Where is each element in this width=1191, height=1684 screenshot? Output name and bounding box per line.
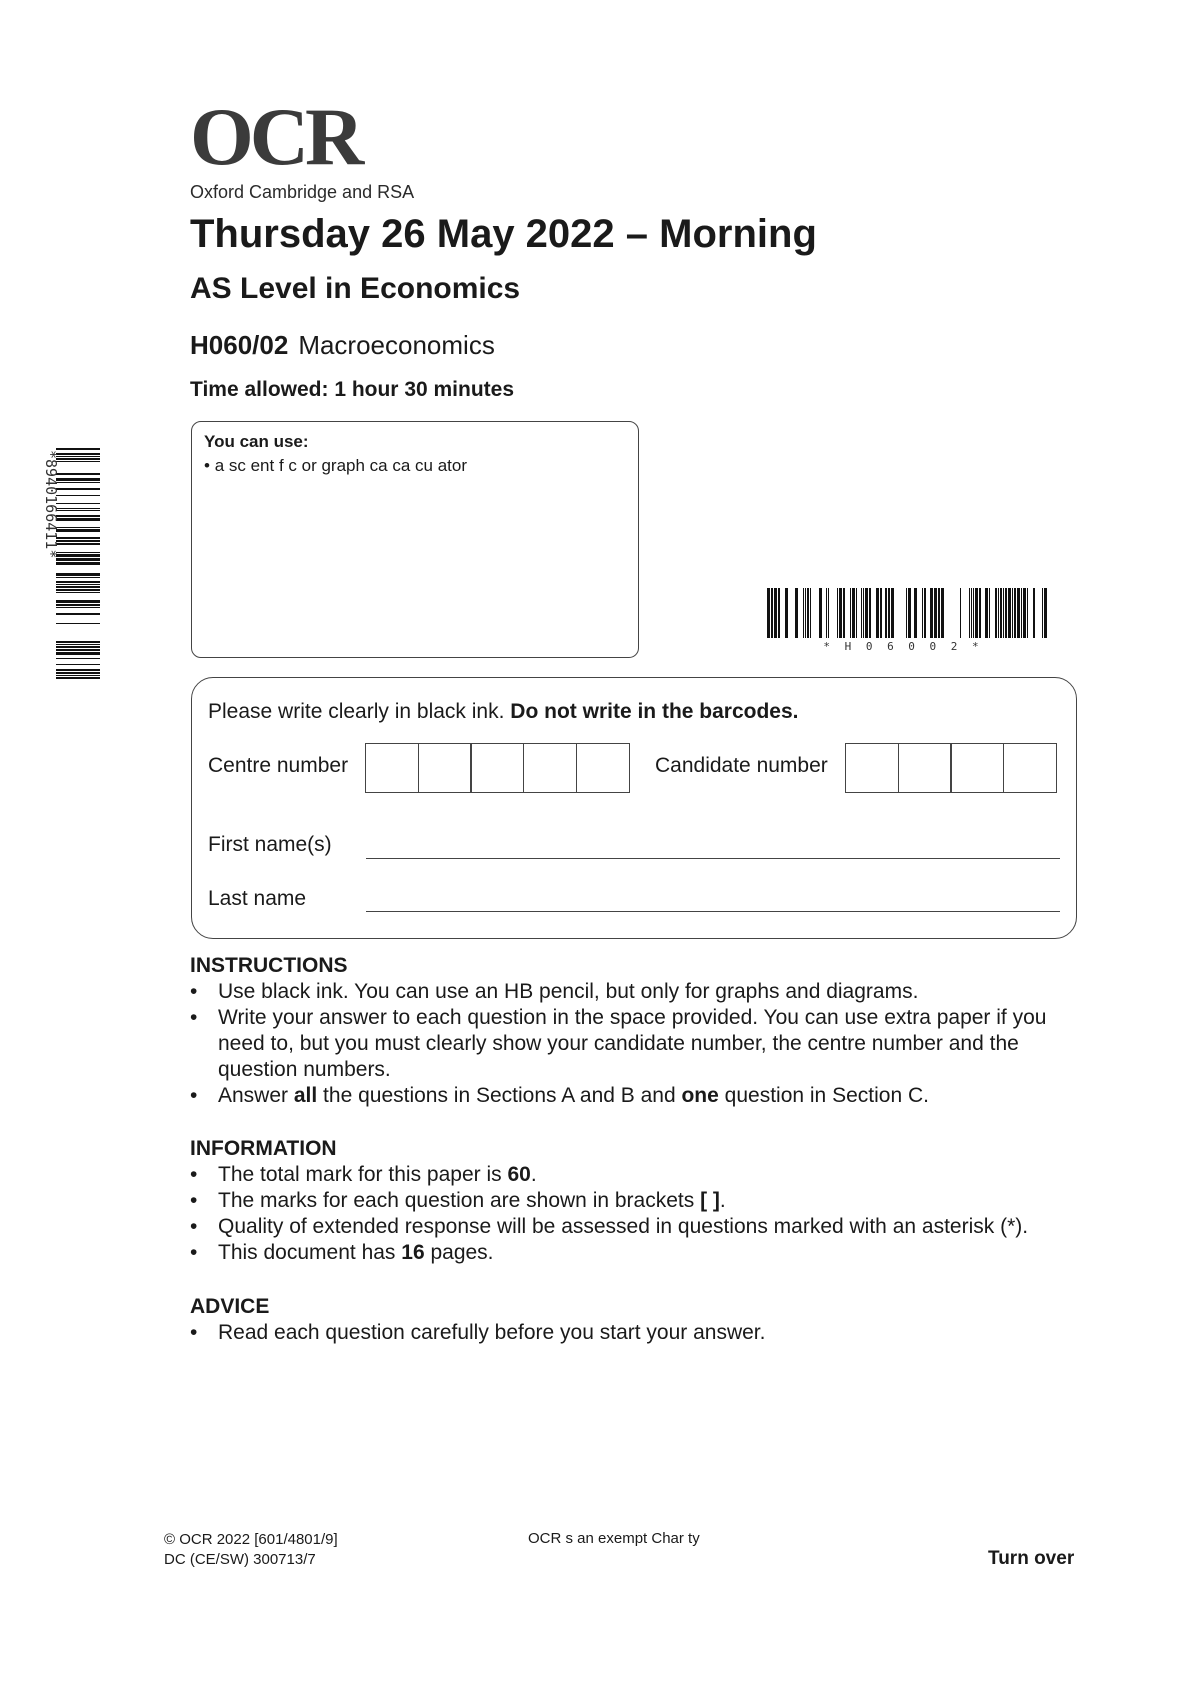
- last-name-label: Last name: [208, 887, 307, 910]
- barcode-bar: [56, 473, 100, 475]
- paper-code: H060/02: [190, 330, 289, 360]
- candidate-number-digit-box[interactable]: [950, 743, 1004, 793]
- barcode-bar: [56, 669, 100, 671]
- paper-code-line: [190, 330, 495, 361]
- barcode-bar: [1000, 588, 1002, 638]
- barcode-bar: [924, 588, 926, 638]
- barcode-bar: [971, 588, 972, 638]
- barcode-bar: [1023, 588, 1026, 638]
- candidate-number-digit-box[interactable]: [1003, 743, 1057, 793]
- candidate-number-label: Candidate number: [655, 754, 828, 777]
- barcode-bar: [938, 588, 940, 638]
- barcode-bar: [826, 588, 827, 638]
- barcode-bar: [828, 588, 829, 638]
- barcode-bar: [778, 588, 780, 638]
- allowed-equipment-box: [191, 421, 639, 658]
- list-item: • Use black ink. You can use an HB pencil, but only for graphs and diagrams.: [190, 979, 1090, 1005]
- last-name-field[interactable]: [366, 911, 1060, 912]
- barcode-bar: [56, 562, 100, 565]
- barcode-bar: [56, 646, 100, 648]
- candidate-number-boxes: [846, 743, 1057, 793]
- barcode-bar: [56, 508, 100, 509]
- barcode-bar: [865, 588, 868, 638]
- ink-instruction-text: Please write clearly in black ink.: [208, 700, 511, 723]
- centre-number-boxes: [366, 743, 630, 793]
- barcode-bar: [852, 588, 855, 638]
- allowed-equipment-text: a sc ent f c or graph ca ca cu ator: [214, 456, 467, 475]
- barcode-bar: [56, 600, 100, 603]
- barcode-bar: [888, 588, 890, 638]
- barcode-bar: [56, 461, 100, 462]
- paper-barcode-text: * H 0 6 0 0 2 *: [823, 640, 983, 652]
- barcode-bar: [885, 588, 887, 638]
- ocr-logo: [190, 91, 440, 203]
- paper-name: Macroeconomics: [298, 330, 495, 360]
- barcode-bar: [1003, 588, 1004, 638]
- barcode-bar: [985, 588, 988, 638]
- list-item: • The total mark for this paper is 60.: [190, 1162, 1090, 1188]
- copyright-text: © OCR 2022 [601/4801/9]: [164, 1531, 338, 1548]
- logo-subtitle: Oxford Cambridge and RSA: [190, 182, 415, 202]
- barcode-bar: [56, 607, 100, 608]
- barcode-bar: [869, 588, 871, 638]
- barcode-bar: [1042, 588, 1043, 638]
- barcode-bar: [56, 453, 100, 455]
- barcode-bar: [805, 588, 806, 638]
- barcode-bar: [56, 577, 100, 578]
- barcode-bar: [56, 675, 100, 676]
- barcode-bar: [922, 588, 923, 638]
- barcode-bar: [856, 588, 857, 638]
- barcode-bar: [863, 588, 864, 638]
- barcode-bar: [1012, 588, 1013, 638]
- barcode-bar: [56, 540, 100, 542]
- barcode-bar: [767, 588, 770, 638]
- exam-date-title: Thursday 26 May 2022 – Morning: [190, 212, 817, 256]
- barcode-bar: [995, 588, 997, 638]
- barcode-bar: [785, 588, 788, 638]
- centre-number-digit-box[interactable]: [470, 743, 524, 793]
- side-barcode-text: *8940166411*: [42, 450, 60, 559]
- barcode-bar: [906, 588, 907, 638]
- side-barcode: [40, 448, 100, 680]
- barcode-bar: [941, 588, 944, 638]
- charity-notice: OCR s an exempt Char ty: [528, 1530, 700, 1547]
- barcode-bar: [914, 588, 917, 638]
- barcode-bar: [56, 573, 100, 576]
- allowed-equipment-heading: You can use:: [204, 432, 309, 451]
- centre-number-digit-box[interactable]: [365, 743, 419, 793]
- barcode-bar: [56, 586, 100, 588]
- barcode-bar: [876, 588, 879, 638]
- barcode-bar: [989, 588, 990, 638]
- barcode-bar: [56, 592, 100, 593]
- barcode-bar: [803, 588, 804, 638]
- candidate-number-digit-box[interactable]: [845, 743, 899, 793]
- first-name-field[interactable]: [366, 858, 1060, 859]
- first-name-label: First name(s): [208, 833, 332, 856]
- barcode-bar: [56, 664, 100, 665]
- centre-number-label: Centre number: [208, 754, 349, 777]
- barcode-bar: [56, 644, 100, 645]
- barcode-bar: [960, 588, 961, 638]
- barcode-bar: [979, 588, 981, 638]
- paper-barcode: [758, 588, 1048, 652]
- barcode-bar: [1027, 588, 1028, 638]
- barcode-bar: [56, 458, 100, 460]
- centre-number-digit-box[interactable]: [523, 743, 577, 793]
- barcode-bar: [1014, 588, 1016, 638]
- barcode-bar: [56, 543, 100, 545]
- barcode-bar: [839, 588, 842, 638]
- advice-heading: ADVICE: [190, 1295, 270, 1318]
- candidate-details-box: [191, 677, 1077, 939]
- barcode-bar: [56, 641, 100, 643]
- barcode-bar: [810, 588, 811, 638]
- barcode-bar: [56, 456, 100, 457]
- barcode-bar: [843, 588, 845, 638]
- qualification-level: AS Level in Economics: [190, 272, 521, 305]
- barcode-bar: [56, 584, 100, 585]
- barcode-bar: [908, 588, 911, 638]
- turn-over-label: Turn over: [988, 1548, 1075, 1569]
- barcode-bar: [861, 588, 862, 638]
- information-section: [190, 1136, 1090, 1266]
- barcode-bar: [930, 588, 933, 638]
- centre-number-digit-box[interactable]: [576, 743, 630, 793]
- advice-section: [190, 1294, 1090, 1346]
- advice-list: [190, 1320, 1090, 1346]
- barcode-bar: [56, 482, 100, 483]
- barcode-bar: [56, 652, 100, 655]
- barcode-bar: [56, 554, 100, 557]
- barcode-bar: [774, 588, 777, 638]
- barcode-bar: [973, 588, 974, 638]
- barcode-bar: [975, 588, 978, 638]
- allowed-equipment-item: • a sc ent f c or graph ca ca cu ator: [204, 456, 467, 475]
- barcode-bar: [771, 588, 773, 638]
- barcode-bar: [56, 478, 100, 481]
- barcode-bar: [807, 588, 809, 638]
- barcode-bar: [56, 448, 100, 450]
- barcode-bar: [56, 558, 100, 561]
- list-item: • Quality of extended response will be assessed in questions marked with an asterisk (*).: [190, 1214, 1090, 1240]
- barcode-bar: [850, 588, 851, 638]
- barcode-bar: [891, 588, 894, 638]
- barcode-bar: [56, 677, 100, 679]
- centre-number-digit-box[interactable]: [418, 743, 472, 793]
- barcode-bar: [56, 672, 100, 674]
- barcode-bar: [56, 581, 100, 583]
- information-heading: INFORMATION: [190, 1137, 337, 1160]
- candidate-number-digit-box[interactable]: [898, 743, 952, 793]
- list-item: • Write your answer to each question in the space provided. You can use extra paper if you need to, but you must clearly show your candidate number, the centre number and the question numbers.: [190, 1005, 1090, 1083]
- list-item: • This document has 16 pages.: [190, 1240, 1090, 1266]
- barcode-bar: [1044, 588, 1047, 638]
- barcode-bar: [56, 623, 100, 624]
- ink-instruction: [208, 700, 799, 724]
- barcode-bar: [56, 488, 100, 490]
- instructions-heading: INSTRUCTIONS: [190, 954, 348, 977]
- barcode-bar: [56, 515, 100, 517]
- barcode-bar: [837, 588, 838, 638]
- barcode-bar: [56, 527, 100, 528]
- list-item: • Read each question carefully before you start your answer.: [190, 1320, 1090, 1346]
- instructions-list: [190, 979, 1090, 1109]
- barcode-bar: [56, 510, 100, 511]
- barcode-bar: [56, 649, 100, 651]
- barcode-bar: [56, 658, 100, 659]
- barcode-bar: [1008, 588, 1011, 638]
- barcode-bar: [56, 503, 100, 504]
- barcode-bar: [56, 537, 100, 539]
- barcode-bar: [1033, 588, 1035, 638]
- barcode-bar: [880, 588, 882, 638]
- list-item: • Answer all the questions in Sections A and B and one question in Section C.: [190, 1083, 1090, 1109]
- time-allowed: Time allowed: 1 hour 30 minutes: [190, 378, 515, 401]
- barcode-bar: [998, 588, 999, 638]
- information-list: [190, 1162, 1090, 1266]
- logo-wordmark: OCR: [190, 91, 361, 182]
- barcode-bar: [795, 588, 798, 638]
- barcode-bar: [56, 529, 100, 532]
- list-item: • The marks for each question are shown in brackets [ ].: [190, 1188, 1090, 1214]
- footer-left: [164, 1530, 338, 1570]
- barcode-warning: Do not write in the barcodes.: [510, 700, 799, 723]
- barcode-bar: [56, 552, 100, 553]
- barcode-bar: [56, 495, 100, 496]
- barcode-bar: [969, 588, 970, 638]
- barcode-bar: [56, 589, 100, 591]
- barcode-bar: [56, 613, 100, 615]
- document-reference: DC (CE/SW) 300713/7: [164, 1551, 316, 1568]
- barcode-bar: [56, 604, 100, 606]
- barcode-bar: [56, 518, 100, 521]
- barcode-bar: [1021, 588, 1022, 638]
- barcode-bar: [934, 588, 937, 638]
- barcode-bar: [1017, 588, 1020, 638]
- instructions-section: [190, 953, 1090, 1109]
- barcode-bar: [819, 588, 822, 638]
- barcode-bar: [1005, 588, 1007, 638]
